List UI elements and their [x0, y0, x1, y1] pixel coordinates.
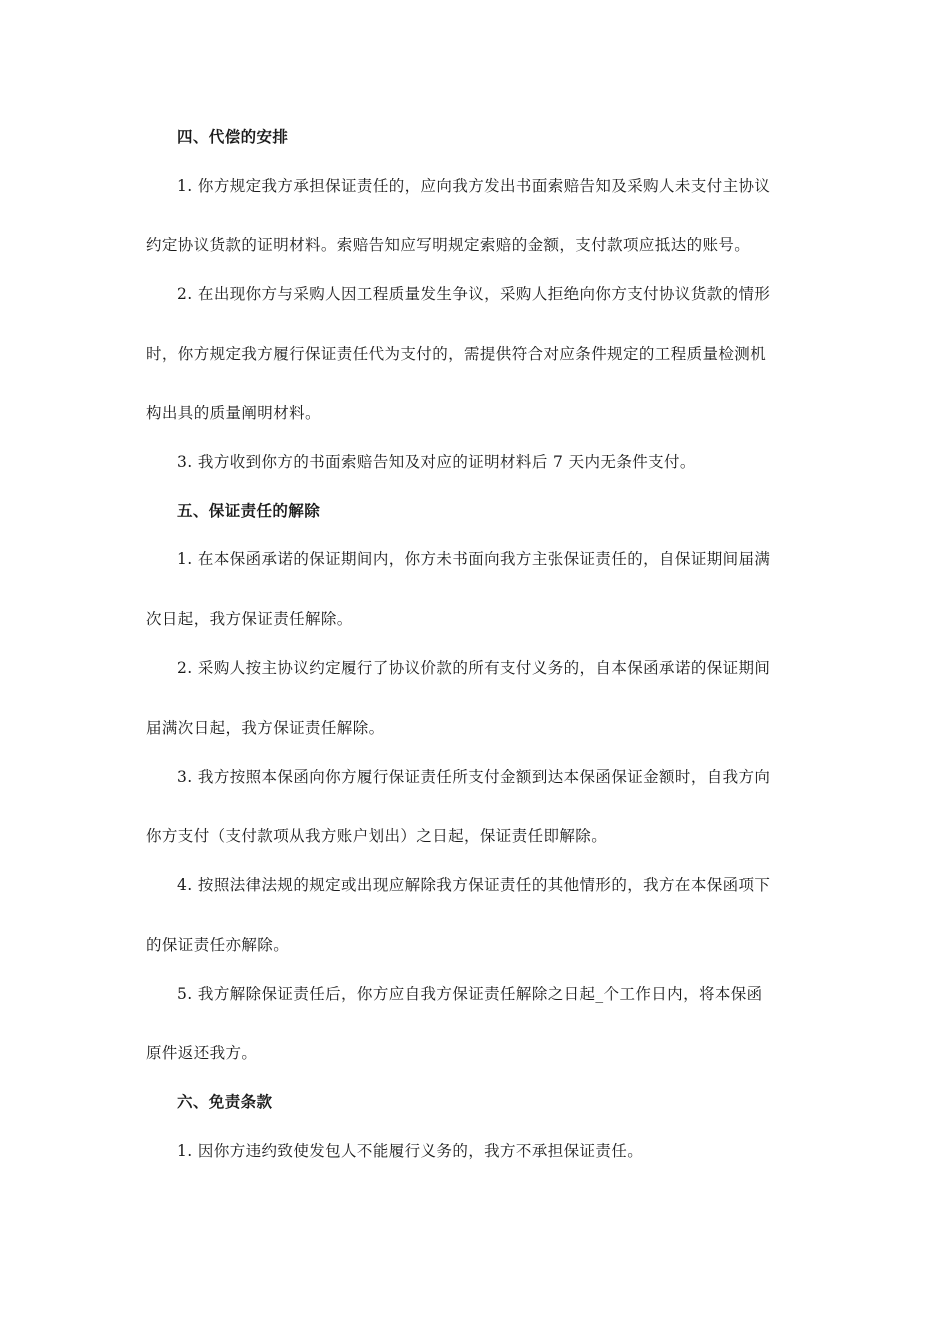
paragraph-line: 你方支付（支付款项从我方账户划出）之日起，保证责任即解除。	[146, 827, 608, 845]
paragraph-line: 次日起，我方保证责任解除。	[146, 610, 353, 628]
paragraph-line: 1. 因你方违约致使发包人不能履行义务的，我方不承担保证责任。	[177, 1142, 644, 1160]
paragraph-line: 5. 我方解除保证责任后，你方应自我方保证责任解除之日起_个工作日内，将本保函	[177, 985, 763, 1003]
paragraph-line: 1. 你方规定我方承担保证责任的，应向我方发出书面索赔告知及采购人未支付主协议	[177, 177, 771, 195]
section-heading: 六、免责条款	[177, 1092, 273, 1111]
paragraph-line: 1. 在本保函承诺的保证期间内，你方未书面向我方主张保证责任的，自保证期间届满	[177, 550, 771, 568]
paragraph-line: 的保证责任亦解除。	[146, 936, 290, 954]
paragraph-line: 3. 我方按照本保函向你方履行保证责任所支付金额到达本保函保证金额时，自我方向	[177, 768, 771, 786]
paragraph-line: 构出具的质量阐明材料。	[146, 404, 321, 422]
paragraph-line: 原件返还我方。	[146, 1044, 258, 1062]
paragraph-line: 届满次日起，我方保证责任解除。	[146, 719, 385, 737]
paragraph-line: 2. 采购人按主协议约定履行了协议价款的所有支付义务的，自本保函承诺的保证期间	[177, 659, 771, 677]
paragraph-line: 3. 我方收到你方的书面索赔告知及对应的证明材料后 7 天内无条件支付。	[177, 453, 696, 471]
paragraph-line: 时，你方规定我方履行保证责任代为支付的，需提供符合对应条件规定的工程质量检测机	[146, 345, 767, 363]
section-heading: 五、保证责任的解除	[177, 501, 321, 520]
paragraph-line: 约定协议货款的证明材料。索赔告知应写明规定索赔的金额，支付款项应抵达的账号。	[146, 236, 751, 254]
paragraph-line: 2. 在出现你方与采购人因工程质量发生争议，采购人拒绝向你方支付协议货款的情形	[177, 285, 771, 303]
section-heading: 四、代偿的安排	[177, 127, 289, 146]
paragraph-line: 4. 按照法律法规的规定或出现应解除我方保证责任的其他情形的，我方在本保函项下	[177, 876, 771, 894]
